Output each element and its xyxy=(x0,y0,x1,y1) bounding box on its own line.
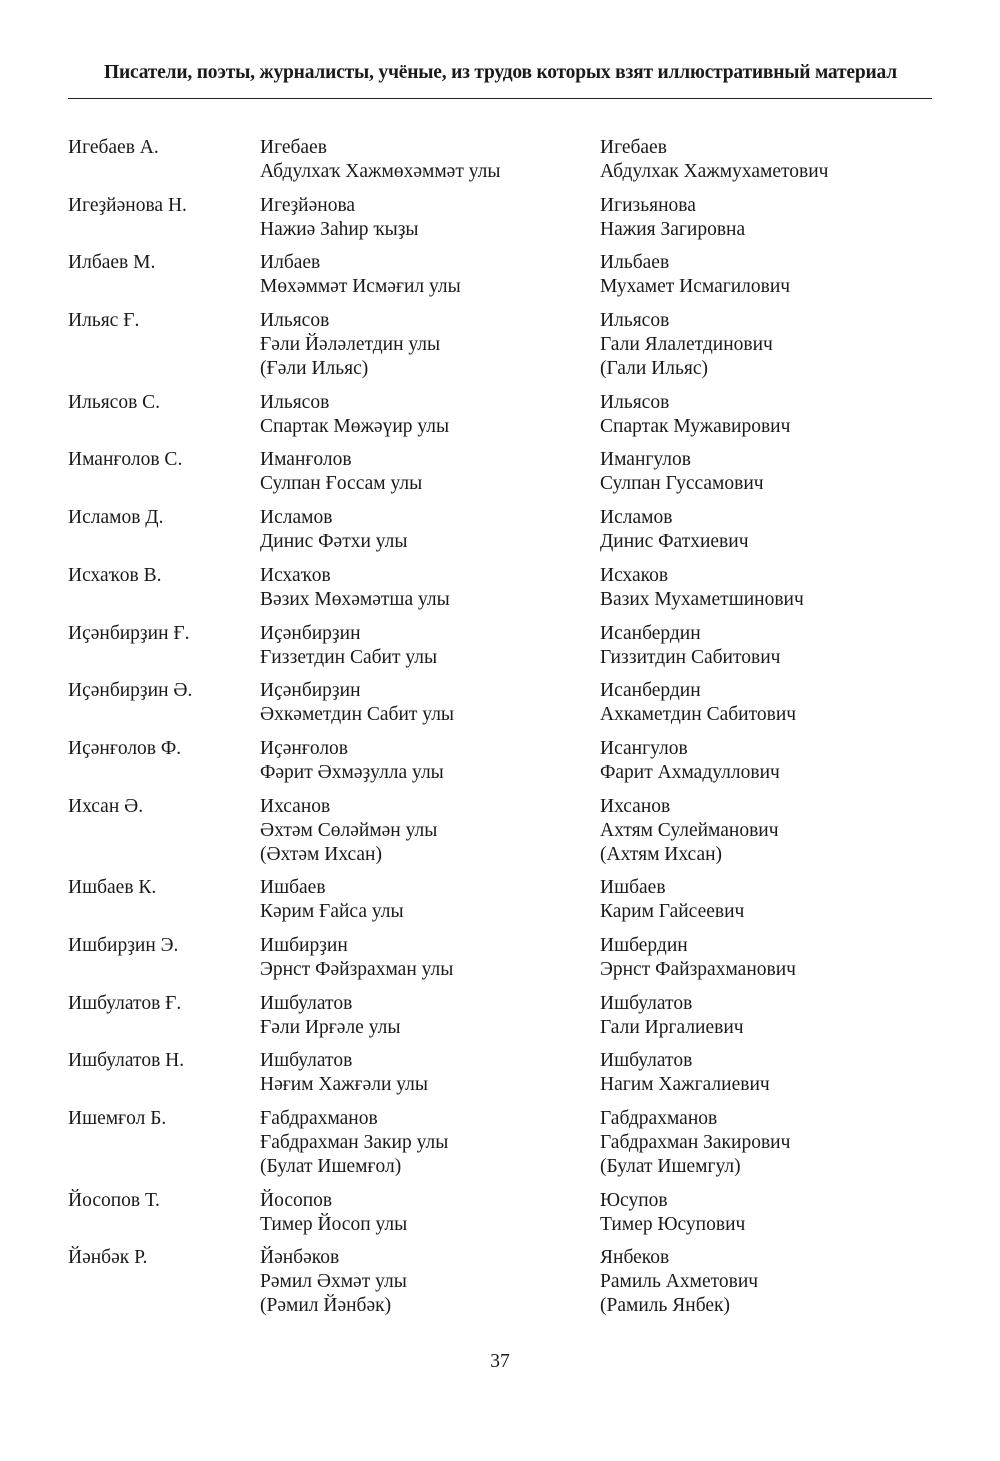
bashkir-full-name-line: Ғабдрахман Закир улы xyxy=(260,1132,449,1153)
bashkir-full-name-line: Иҫәнбирҙин xyxy=(260,680,361,702)
russian-full-name-line: Ишбердин xyxy=(600,934,688,956)
russian-full-name xyxy=(600,564,932,612)
bashkir-full-name-line: Тимер Йосоп улы xyxy=(260,1213,408,1235)
bashkir-full-name xyxy=(260,448,600,496)
russian-full-name-line: Ильясов xyxy=(600,310,670,332)
bashkir-full-name-line: Ғәли Ирғәле улы xyxy=(260,1016,401,1038)
bashkir-full-name xyxy=(260,1189,600,1237)
russian-full-name-line: Ихсанов xyxy=(600,795,671,817)
bashkir-full-name-line: Игебаев xyxy=(260,137,327,158)
short-name: Ишбаев К. xyxy=(68,877,157,899)
bashkir-full-name xyxy=(260,1246,600,1318)
russian-full-name xyxy=(600,622,932,670)
author-entry xyxy=(68,564,932,612)
short-name: Ишбулатов Н. xyxy=(68,1050,185,1072)
author-entry xyxy=(68,506,932,554)
short-name: Иҫәнғолов Ф. xyxy=(68,737,182,759)
russian-full-name-line: Исламов xyxy=(600,507,673,529)
author-entry xyxy=(68,992,932,1040)
bashkir-full-name xyxy=(260,679,600,727)
short-name: Исламов Д. xyxy=(68,507,164,529)
russian-full-name xyxy=(600,992,932,1040)
russian-full-name-line: Спартак Мужавирович xyxy=(600,415,791,437)
russian-full-name-line: Карим Гайсеевич xyxy=(600,901,745,923)
russian-full-name-line: Габдрахманов xyxy=(600,1108,718,1129)
russian-full-name-line: (Гали Ильяс) xyxy=(600,358,708,380)
bashkir-full-name xyxy=(260,136,600,184)
author-entry xyxy=(68,391,932,439)
author-entry xyxy=(68,194,932,242)
russian-full-name-line: Абдулхак Хажмухаметович xyxy=(600,161,829,182)
bashkir-full-name-line: Ишбаев xyxy=(260,877,326,899)
header-rule xyxy=(68,98,932,99)
short-name: Исхаҡов В. xyxy=(68,564,162,586)
russian-full-name-line: Ильбаев xyxy=(600,252,670,274)
bashkir-full-name-line: Йосопов xyxy=(260,1189,333,1211)
russian-full-name-line: Исанбердин xyxy=(600,622,701,644)
russian-full-name-line: Имангулов xyxy=(600,449,691,471)
russian-full-name-line: Юсупов xyxy=(600,1189,668,1211)
author-entry xyxy=(68,251,932,299)
short-name: Игеҙйәнова Н. xyxy=(68,194,187,216)
short-name: Ильяс Ғ. xyxy=(68,310,140,332)
bashkir-full-name xyxy=(260,564,600,612)
russian-full-name-line: Тимер Юсупович xyxy=(600,1213,746,1235)
bashkir-full-name-line: Спартак Мөжәүир улы xyxy=(260,415,450,437)
bashkir-full-name xyxy=(260,876,600,924)
russian-full-name-line: Фарит Ахмадуллович xyxy=(600,761,780,783)
russian-full-name xyxy=(600,391,932,439)
russian-full-name-line: Нажия Загировна xyxy=(600,218,746,240)
bashkir-full-name-line: Исламов xyxy=(260,507,333,529)
russian-full-name xyxy=(600,795,932,867)
russian-full-name-line: Игизьянова xyxy=(600,194,696,216)
bashkir-full-name-line: Ишбулатов xyxy=(260,1050,353,1072)
bashkir-full-name-line: Нажиә Заһир ҡыҙы xyxy=(260,218,419,240)
russian-full-name-line: Нагим Хажгалиевич xyxy=(600,1074,770,1096)
bashkir-full-name-line: Ишбулатов xyxy=(260,992,353,1014)
russian-full-name-line: Ахкаметдин Сабитович xyxy=(600,704,797,726)
author-entry xyxy=(68,1246,932,1318)
bashkir-full-name xyxy=(260,622,600,670)
bashkir-full-name xyxy=(260,506,600,554)
russian-full-name xyxy=(600,876,932,924)
russian-full-name-line: (Рамиль Янбек) xyxy=(600,1295,730,1317)
bashkir-full-name xyxy=(260,251,600,299)
bashkir-full-name-line: Иманғолов xyxy=(260,449,352,471)
russian-full-name-line: (Булат Ишемгул) xyxy=(600,1156,741,1177)
russian-full-name xyxy=(600,506,932,554)
russian-full-name xyxy=(600,679,932,727)
russian-full-name-line: Исанбердин xyxy=(600,680,701,702)
russian-full-name-line: Эрнст Файзрахманович xyxy=(600,958,796,980)
russian-full-name xyxy=(600,309,932,381)
bashkir-full-name-line: Абдулхаҡ Хажмөхәммәт улы xyxy=(260,161,501,182)
bashkir-full-name xyxy=(260,795,600,867)
bashkir-full-name-line: Фәрит Әхмәҙулла улы xyxy=(260,761,444,783)
bashkir-full-name xyxy=(260,737,600,785)
short-name: Ишбирҙин Э. xyxy=(68,934,179,956)
author-entry xyxy=(68,448,932,496)
russian-full-name xyxy=(600,1107,932,1179)
russian-full-name xyxy=(600,1049,932,1097)
bashkir-full-name-line: Ишбирҙин xyxy=(260,934,348,956)
bashkir-full-name-line: Әхтәм Сөләймән улы xyxy=(260,819,438,841)
short-name: Йәнбәк Р. xyxy=(68,1247,148,1269)
russian-full-name xyxy=(600,448,932,496)
short-name: Ишбулатов Ғ. xyxy=(68,992,182,1014)
bashkir-full-name-line: Йәнбәков xyxy=(260,1247,340,1269)
bashkir-full-name-line: Ильясов xyxy=(260,310,330,332)
russian-full-name-line: Ишбулатов xyxy=(600,1050,693,1072)
bashkir-full-name-line: Вәзих Мөхәмәтша улы xyxy=(260,588,450,610)
russian-full-name-line: Мухамет Исмагилович xyxy=(600,276,791,298)
bashkir-full-name-line: Ильясов xyxy=(260,391,330,413)
russian-full-name-line: (Ахтям Ихсан) xyxy=(600,843,723,865)
bashkir-full-name xyxy=(260,391,600,439)
russian-full-name xyxy=(600,194,932,242)
russian-full-name-line: Динис Фатхиевич xyxy=(600,531,749,553)
russian-full-name xyxy=(600,1189,932,1237)
bashkir-full-name-line: Иҫәнғолов xyxy=(260,737,349,759)
russian-full-name xyxy=(600,251,932,299)
short-name: Ихсан Ә. xyxy=(68,795,144,817)
short-name: Иманғолов С. xyxy=(68,449,183,471)
bashkir-full-name-line: Нәғим Хажғәли улы xyxy=(260,1074,429,1096)
bashkir-full-name-line: Илбаев xyxy=(260,252,321,274)
russian-full-name-line: Гали Ялалетдинович xyxy=(600,334,773,356)
russian-full-name-line: Ахтям Сулейманович xyxy=(600,819,779,841)
author-entry xyxy=(68,1107,932,1179)
bashkir-full-name-line: Ғабдрахманов xyxy=(260,1108,378,1129)
bashkir-full-name xyxy=(260,194,600,242)
russian-full-name-line: Гиззитдин Сабитович xyxy=(600,646,781,668)
bashkir-full-name xyxy=(260,309,600,381)
bashkir-full-name-line: Сулпан Ғоссам улы xyxy=(260,473,423,495)
bashkir-full-name-line: (Рәмил Йәнбәк) xyxy=(260,1295,392,1317)
bashkir-full-name-line: Игеҙйәнова xyxy=(260,194,356,216)
author-list xyxy=(68,136,932,1328)
short-name: Илбаев М. xyxy=(68,252,156,274)
author-entry xyxy=(68,679,932,727)
russian-full-name-line: Ишбаев xyxy=(600,877,666,899)
author-entry xyxy=(68,1049,932,1097)
bashkir-full-name xyxy=(260,1107,600,1179)
russian-full-name-line: Вазих Мухаметшинович xyxy=(600,588,804,610)
russian-full-name xyxy=(600,136,932,184)
russian-full-name xyxy=(600,737,932,785)
bashkir-full-name-line: (Булат Ишемғол) xyxy=(260,1156,402,1177)
bashkir-full-name-line: (Ғәли Ильяс) xyxy=(260,358,369,380)
bashkir-full-name-line: Динис Фәтхи улы xyxy=(260,531,408,553)
bashkir-full-name-line: Рәмил Әхмәт улы xyxy=(260,1271,407,1293)
author-entry xyxy=(68,876,932,924)
short-name: Игебаев А. xyxy=(68,137,159,158)
russian-full-name-line: Сулпан Гуссамович xyxy=(600,473,764,495)
bashkir-full-name-line: Исхаҡов xyxy=(260,564,331,586)
bashkir-full-name-line: Әхкәметдин Сабит улы xyxy=(260,704,455,726)
russian-full-name-line: Гали Иргалиевич xyxy=(600,1016,744,1038)
bashkir-full-name-line: Ғиззетдин Сабит улы xyxy=(260,646,438,668)
short-name: Йосопов Т. xyxy=(68,1189,160,1211)
bashkir-full-name-line: Эрнст Фәйзрахман улы xyxy=(260,958,454,980)
russian-full-name-line: Ишбулатов xyxy=(600,992,693,1014)
russian-full-name-line: Исхаков xyxy=(600,564,669,586)
short-name: Ишемғол Б. xyxy=(68,1108,167,1129)
bashkir-full-name-line: (Әхтәм Ихсан) xyxy=(260,843,382,865)
author-entry xyxy=(68,136,932,184)
bashkir-full-name-line: Иҫәнбирҙин xyxy=(260,622,361,644)
russian-full-name-line: Ильясов xyxy=(600,391,670,413)
author-entry xyxy=(68,622,932,670)
author-entry xyxy=(68,737,932,785)
short-name: Ильясов С. xyxy=(68,391,161,413)
author-entry xyxy=(68,309,932,381)
bashkir-full-name xyxy=(260,934,600,982)
page-number: 37 xyxy=(490,1351,510,1372)
author-entry xyxy=(68,934,932,982)
short-name: Иҫәнбирҙин Ә. xyxy=(68,680,193,702)
russian-full-name-line: Рамиль Ахметович xyxy=(600,1271,759,1293)
author-entry xyxy=(68,795,932,867)
author-entry xyxy=(68,1189,932,1237)
russian-full-name-line: Игебаев xyxy=(600,137,667,158)
page-header-title: Писатели, поэты, журналисты, учёные, из трудов которых взят иллюстративный материал xyxy=(104,62,897,83)
bashkir-full-name-line: Мөхәммәт Исмәғил улы xyxy=(260,276,461,298)
bashkir-full-name xyxy=(260,992,600,1040)
russian-full-name xyxy=(600,934,932,982)
bashkir-full-name-line: Ихсанов xyxy=(260,795,331,817)
russian-full-name-line: Янбеков xyxy=(600,1247,670,1269)
bashkir-full-name-line: Ғәли Йәләлетдин улы xyxy=(260,334,441,356)
russian-full-name-line: Исангулов xyxy=(600,737,688,759)
bashkir-full-name-line: Кәрим Ғайса улы xyxy=(260,901,404,923)
russian-full-name xyxy=(600,1246,932,1318)
russian-full-name-line: Габдрахман Закирович xyxy=(600,1132,791,1153)
short-name: Иҫәнбирҙин Ғ. xyxy=(68,622,190,644)
bashkir-full-name xyxy=(260,1049,600,1097)
